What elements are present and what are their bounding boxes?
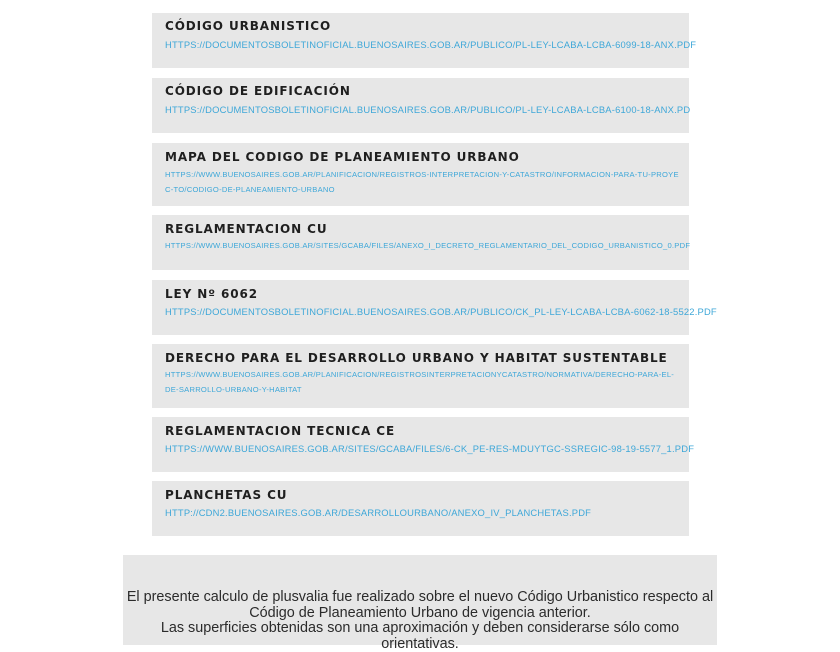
- link-card-codigo-urbanistico: [152, 13, 697, 68]
- plusvalia-notice: [123, 555, 717, 652]
- link-card-planchetas-cu: [152, 481, 689, 536]
- document-link[interactable]: HTTPS://DOCUMENTOSBOLETINOFICIAL.BUENOSAIRES.GOB.AR/PUBLICO/PL-LEY-LCABA-LCBA-6100-18-ANX.PD: [165, 104, 691, 115]
- document-link[interactable]: HTTPS://WWW.BUENOSAIRES.GOB.AR/PLANIFICACION/REGISTROS-INTERPRETACION-Y-CATASTRO/INFORMACION-PARA-TU-PROYEC-TO/CODIGO-DE-PLANEAMIENTO-URBANO: [165, 170, 679, 194]
- link-card-reglamentacion-tecnica-ce: [152, 417, 695, 472]
- card-title: PLANCHETAS CU: [165, 488, 288, 502]
- card-title: CÓDIGO URBANISTICO: [165, 19, 332, 33]
- document-link[interactable]: HTTPS://WWW.BUENOSAIRES.GOB.AR/SITES/GCABA/FILES/ANEXO_I_DECRETO_REGLAMENTARIO_DEL_CODIGO_URBANISTICO_0.PDF: [165, 241, 691, 250]
- card-title: REGLAMENTACION TECNICA CE: [165, 424, 396, 438]
- card-title: LEY Nº 6062: [165, 287, 258, 301]
- notice-line-1: El presente calculo de plusvalia fue realizado sobre el nuevo Código Urbanistico respecto al: [126, 589, 714, 605]
- link-card-derecho-desarrollo-urbano: [152, 344, 689, 408]
- link-card-ley-6062: [152, 280, 717, 335]
- document-link[interactable]: HTTP://CDN2.BUENOSAIRES.GOB.AR/DESARROLLOURBANO/ANEXO_IV_PLANCHETAS.PDF: [165, 507, 592, 518]
- link-card-mapa-codigo-planeamiento: [152, 143, 689, 206]
- link-card-codigo-edificacion: [152, 78, 689, 133]
- notice-line-3: Las superficies obtenidas son una aproximación y deben considerarse sólo como orientativas.: [160, 620, 680, 652]
- card-title: MAPA DEL CODIGO DE PLANEAMIENTO URBANO: [165, 150, 520, 164]
- document-link[interactable]: HTTPS://DOCUMENTOSBOLETINOFICIAL.BUENOSAIRES.GOB.AR/PUBLICO/CK_PL-LEY-LCABA-LCBA-6062-18-5522.PDF: [165, 306, 717, 317]
- link-card-reglamentacion-cu: [152, 215, 689, 270]
- card-title: REGLAMENTACION CU: [165, 222, 328, 236]
- document-link[interactable]: HTTPS://WWW.BUENOSAIRES.GOB.AR/PLANIFICACION/REGISTROSINTERPRETACIONYCATASTRO/NORMATIVA/DERECHO-PARA-EL-DE-SARROLLO-URBANO-Y-HABITAT: [165, 370, 675, 394]
- document-link[interactable]: HTTPS://WWW.BUENOSAIRES.GOB.AR/SITES/GCABA/FILES/6-CK_PE-RES-MDUYTGC-SSREGIC-98-19-5577_1.PDF: [165, 443, 695, 454]
- card-title: DERECHO PARA EL DESARROLLO URBANO Y HABITAT SUSTENTABLE: [165, 351, 668, 365]
- document-link[interactable]: HTTPS://DOCUMENTOSBOLETINOFICIAL.BUENOSAIRES.GOB.AR/PUBLICO/PL-LEY-LCABA-LCBA-6099-18-ANX.PDF: [165, 39, 697, 50]
- notice-line-2: Código de Planeamiento Urbano de vigencia anterior.: [249, 604, 591, 621]
- card-title: CÓDIGO DE EDIFICACIÓN: [165, 84, 351, 98]
